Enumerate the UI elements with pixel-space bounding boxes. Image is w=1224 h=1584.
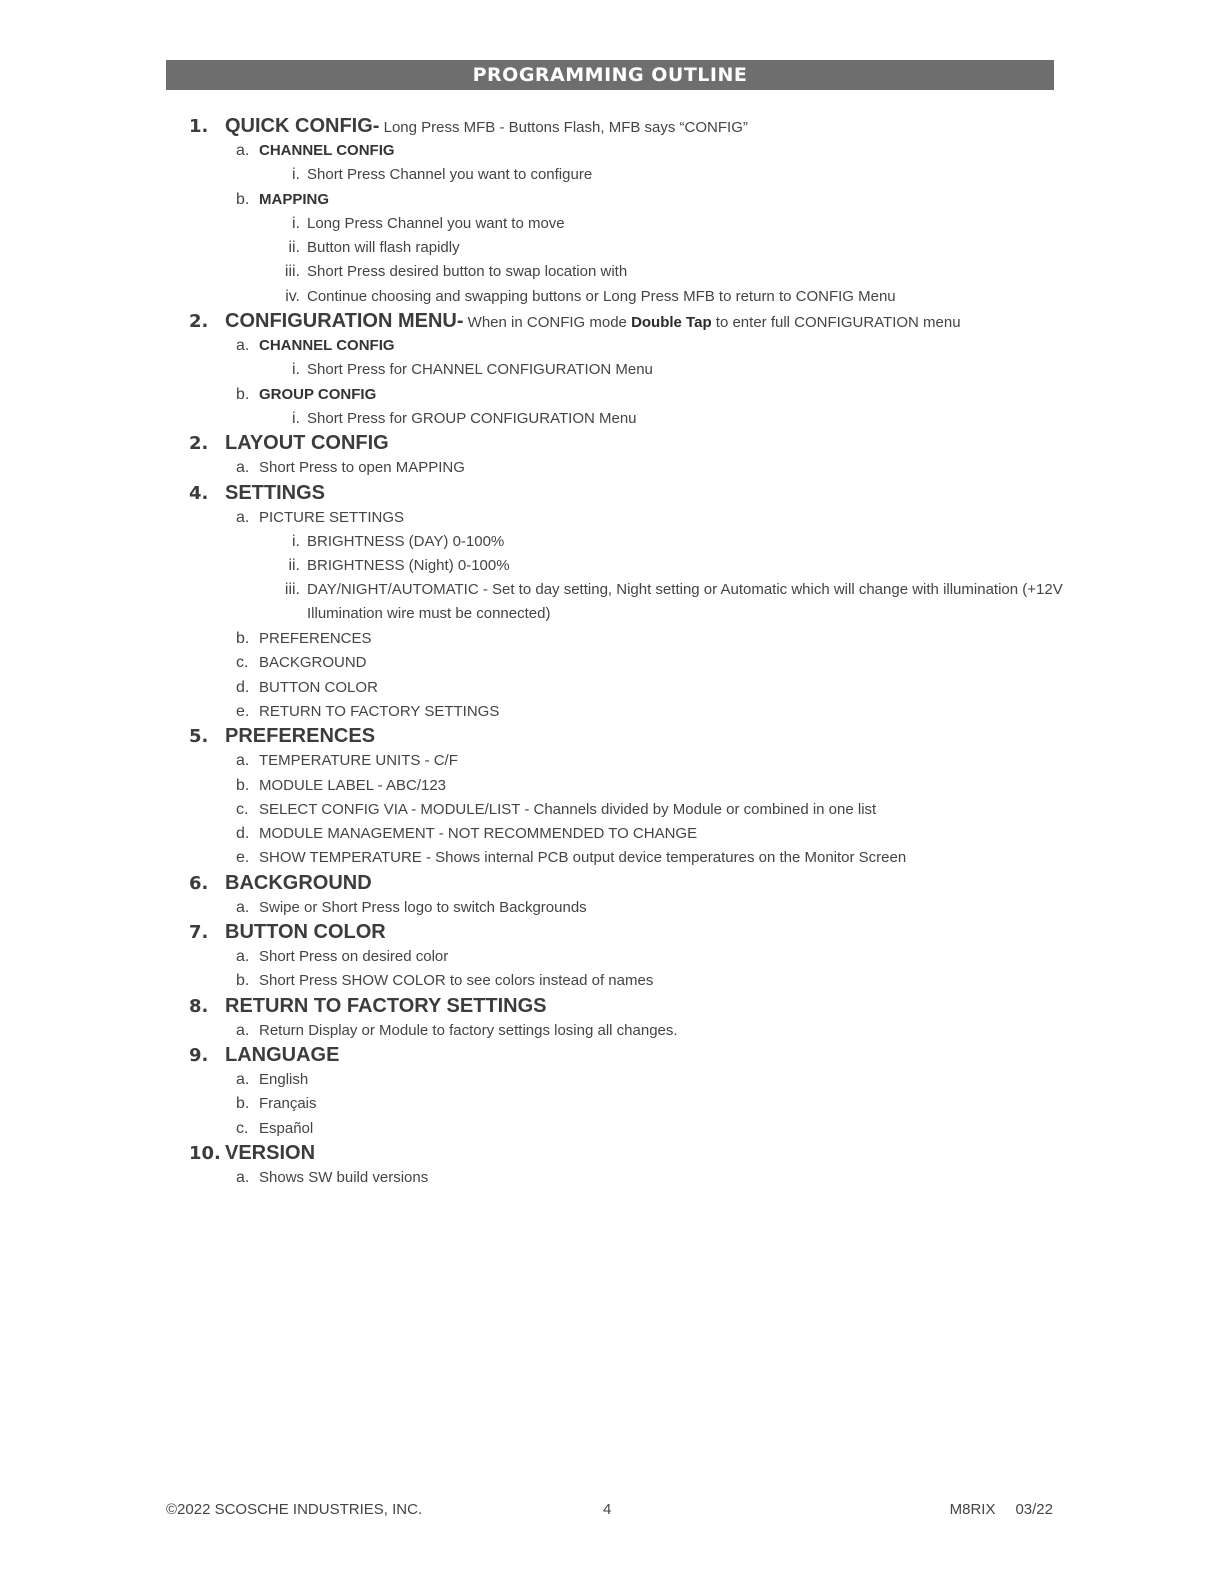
programming-outline: [0, 114, 1224, 1190]
heading-number: 1.: [189, 116, 209, 137]
subitem-marker: i.: [292, 409, 300, 427]
outline-heading: [0, 1141, 1224, 1166]
item-text: BUTTON COLOR: [259, 678, 378, 696]
item-marker: a.: [236, 1021, 250, 1039]
outline-item: [0, 846, 1224, 870]
subitem-text: Short Press Channel you want to configure: [307, 166, 593, 184]
heading-title: [225, 994, 547, 1019]
outline-item: [0, 506, 1224, 530]
item-marker: a.: [236, 337, 250, 355]
outline-item: [0, 188, 1224, 212]
item-text: Short Press to open MAPPING: [259, 459, 465, 477]
item-marker: b.: [236, 385, 250, 403]
footer-model: M8RIX: [949, 1501, 996, 1518]
heading-title-text: VERSION: [225, 1141, 316, 1164]
outline-item: [0, 139, 1224, 163]
item-marker: b.: [236, 972, 250, 990]
subitem-marker: ii.: [288, 557, 300, 575]
outline-item: [0, 456, 1224, 480]
footer-model-date: [950, 1500, 1053, 1520]
outline-item: [0, 798, 1224, 822]
item-marker: a.: [236, 948, 250, 966]
item-text: CHANNEL CONFIG: [259, 337, 395, 355]
heading-number: 2.: [189, 433, 209, 455]
item-marker: c.: [236, 800, 249, 818]
subitem-text: BRIGHTNESS (Night) 0-100%: [307, 557, 510, 575]
outline-heading: [0, 871, 1224, 896]
outline-subitem: [0, 358, 1224, 382]
item-text: PICTURE SETTINGS: [259, 508, 405, 526]
item-text: BACKGROUND: [259, 654, 367, 672]
heading-title: [225, 1141, 315, 1166]
item-text: SELECT CONFIG VIA - MODULE/LIST - Channels divided by Module or combined in one list: [259, 800, 877, 818]
heading-number: 4.: [189, 482, 209, 504]
outline-item: [0, 945, 1224, 969]
item-text: GROUP CONFIG: [259, 385, 377, 403]
item-text: MODULE MANAGEMENT - NOT RECOMMENDED TO CHANGE: [259, 825, 698, 843]
outline-item: [0, 1068, 1224, 1092]
item-marker: b.: [236, 190, 250, 208]
item-marker: a.: [236, 508, 250, 526]
item-text: Return Display or Module to factory settings losing all changes.: [259, 1021, 678, 1039]
outline-item: [0, 383, 1224, 407]
item-text: MODULE LABEL - ABC/123: [259, 776, 447, 794]
outline-heading: [0, 481, 1224, 506]
subitem-marker: i.: [292, 166, 300, 184]
outline-item: [0, 651, 1224, 675]
outline-item: [0, 749, 1224, 773]
outline-item: [0, 700, 1224, 724]
item-text: Français: [259, 1095, 317, 1113]
subitem-marker: iv.: [285, 287, 300, 305]
outline-subitem: [0, 554, 1224, 578]
heading-title-text: SETTINGS: [225, 481, 326, 504]
outline-subitem: [0, 407, 1224, 431]
heading-title-text: RETURN TO FACTORY SETTINGS: [225, 994, 547, 1017]
item-marker: c.: [236, 1119, 249, 1137]
heading-title: [225, 481, 325, 506]
outline-heading: [0, 309, 1224, 334]
item-marker: a.: [236, 1070, 250, 1088]
heading-title: [225, 114, 748, 140]
item-marker: a.: [236, 142, 250, 159]
footer-date: 03/22: [1015, 1501, 1053, 1518]
outline-heading: [0, 724, 1224, 749]
heading-description-post: to enter full CONFIGURATION menu: [711, 314, 961, 332]
heading-description: [464, 314, 961, 331]
item-marker: b.: [236, 1095, 250, 1113]
heading-title-text: LAYOUT CONFIG: [225, 432, 389, 455]
heading-description: Long Press MFB - Buttons Flash, MFB says “CONFIG”: [379, 119, 748, 136]
heading-number: 7.: [189, 922, 209, 944]
outline-subitem: [0, 212, 1224, 236]
heading-number: 8.: [189, 995, 209, 1017]
outline-item: [0, 334, 1224, 358]
heading-number: 5.: [189, 726, 209, 748]
heading-title: [225, 1043, 339, 1068]
outline-item: [0, 1117, 1224, 1141]
heading-number: 9.: [189, 1044, 209, 1066]
heading-title-text: BACKGROUND: [225, 871, 372, 894]
outline-heading: [0, 994, 1224, 1019]
subitem-marker: i.: [292, 532, 300, 550]
heading-number: 10.: [189, 1142, 221, 1164]
item-marker: e.: [236, 849, 250, 867]
subitem-text: DAY/NIGHT/AUTOMATIC - Set to day setting, Night setting or Automatic which will change with illumination (+12V Illumination wire must be connected): [307, 581, 1063, 623]
heading-title-text: LANGUAGE: [225, 1043, 340, 1066]
heading-title-text: CONFIGURATION MENU-: [225, 310, 464, 333]
subitem-text: Continue choosing and swapping buttons or Long Press MFB to return to CONFIG Menu: [307, 287, 896, 305]
item-marker: d.: [236, 825, 250, 843]
outline-item: [0, 896, 1224, 920]
outline-item: [0, 627, 1224, 651]
item-text: Short Press on desired color: [259, 948, 449, 966]
heading-title-text: BUTTON COLOR: [225, 921, 386, 944]
item-marker: b.: [236, 776, 250, 794]
outline-item: [0, 969, 1224, 993]
item-text: MAPPING: [259, 190, 330, 208]
subitem-text: Short Press for GROUP CONFIGURATION Menu: [307, 409, 637, 427]
item-text: TEMPERATURE UNITS - C/F: [259, 752, 458, 770]
item-text: CHANNEL CONFIG: [259, 142, 395, 159]
section-banner: PROGRAMMING OUTLINE: [166, 60, 1054, 90]
heading-title: [225, 309, 961, 335]
outline-item: [0, 822, 1224, 846]
subitem-text: Button will flash rapidly: [307, 239, 460, 257]
subitem-marker: iii.: [284, 263, 300, 281]
outline-item: [0, 1092, 1224, 1116]
item-marker: a.: [236, 752, 250, 770]
subitem-text: Short Press desired button to swap location with: [307, 263, 628, 281]
subitem-marker: ii.: [288, 239, 300, 257]
outline-heading: [0, 114, 1224, 139]
item-marker: a.: [236, 1168, 250, 1186]
subitem-marker: i.: [292, 361, 300, 379]
outline-heading: [0, 1043, 1224, 1068]
item-text: Shows SW build versions: [259, 1168, 429, 1186]
item-text: RETURN TO FACTORY SETTINGS: [259, 702, 500, 720]
heading-title: [225, 431, 389, 456]
outline-item: [0, 676, 1224, 700]
outline-heading: [0, 431, 1224, 456]
subitem-marker: i.: [292, 214, 300, 232]
outline-subitem: [0, 578, 1224, 627]
item-text: English: [259, 1070, 309, 1088]
outline-subitem: [0, 285, 1224, 309]
outline-subitem: [0, 530, 1224, 554]
outline-subitem: [0, 260, 1224, 284]
outline-item: [0, 1019, 1224, 1043]
item-text: Short Press SHOW COLOR to see colors instead of names: [259, 972, 654, 990]
heading-number: 6.: [189, 872, 209, 894]
heading-title: [225, 724, 375, 749]
outline-subitem: [0, 163, 1224, 187]
heading-description-bold: Double Tap: [631, 314, 712, 332]
heading-title: [225, 871, 372, 896]
outline-subitem: [0, 236, 1224, 260]
heading-title-text: PREFERENCES: [225, 725, 376, 748]
outline-item: [0, 774, 1224, 798]
item-marker: b.: [236, 630, 250, 648]
subitem-text: Short Press for CHANNEL CONFIGURATION Menu: [307, 361, 653, 379]
subitem-marker: iii.: [284, 581, 300, 599]
subitem-text: BRIGHTNESS (DAY) 0-100%: [307, 532, 505, 550]
footer-copyright: ©2022 SCOSCHE INDUSTRIES, INC.: [166, 1501, 423, 1518]
heading-title-text: QUICK CONFIG-: [225, 115, 380, 137]
item-text: SHOW TEMPERATURE - Shows internal PCB output device temperatures on the Monitor Screen: [259, 849, 907, 867]
heading-number: 2.: [189, 311, 209, 333]
item-marker: a.: [236, 898, 250, 916]
outline-heading: [0, 920, 1224, 945]
item-text: Swipe or Short Press logo to switch Backgrounds: [259, 898, 587, 916]
item-marker: e.: [236, 702, 250, 720]
subitem-text: Long Press Channel you want to move: [307, 214, 565, 232]
heading-title: [225, 920, 386, 945]
footer-page-number: 4: [603, 1501, 612, 1518]
item-marker: a.: [236, 459, 250, 477]
item-text: Español: [259, 1119, 314, 1137]
outline-item: [0, 1166, 1224, 1190]
item-text: PREFERENCES: [259, 630, 372, 648]
item-marker: c.: [236, 654, 249, 672]
item-marker: d.: [236, 678, 250, 696]
heading-description-pre: When in CONFIG mode: [463, 314, 632, 332]
